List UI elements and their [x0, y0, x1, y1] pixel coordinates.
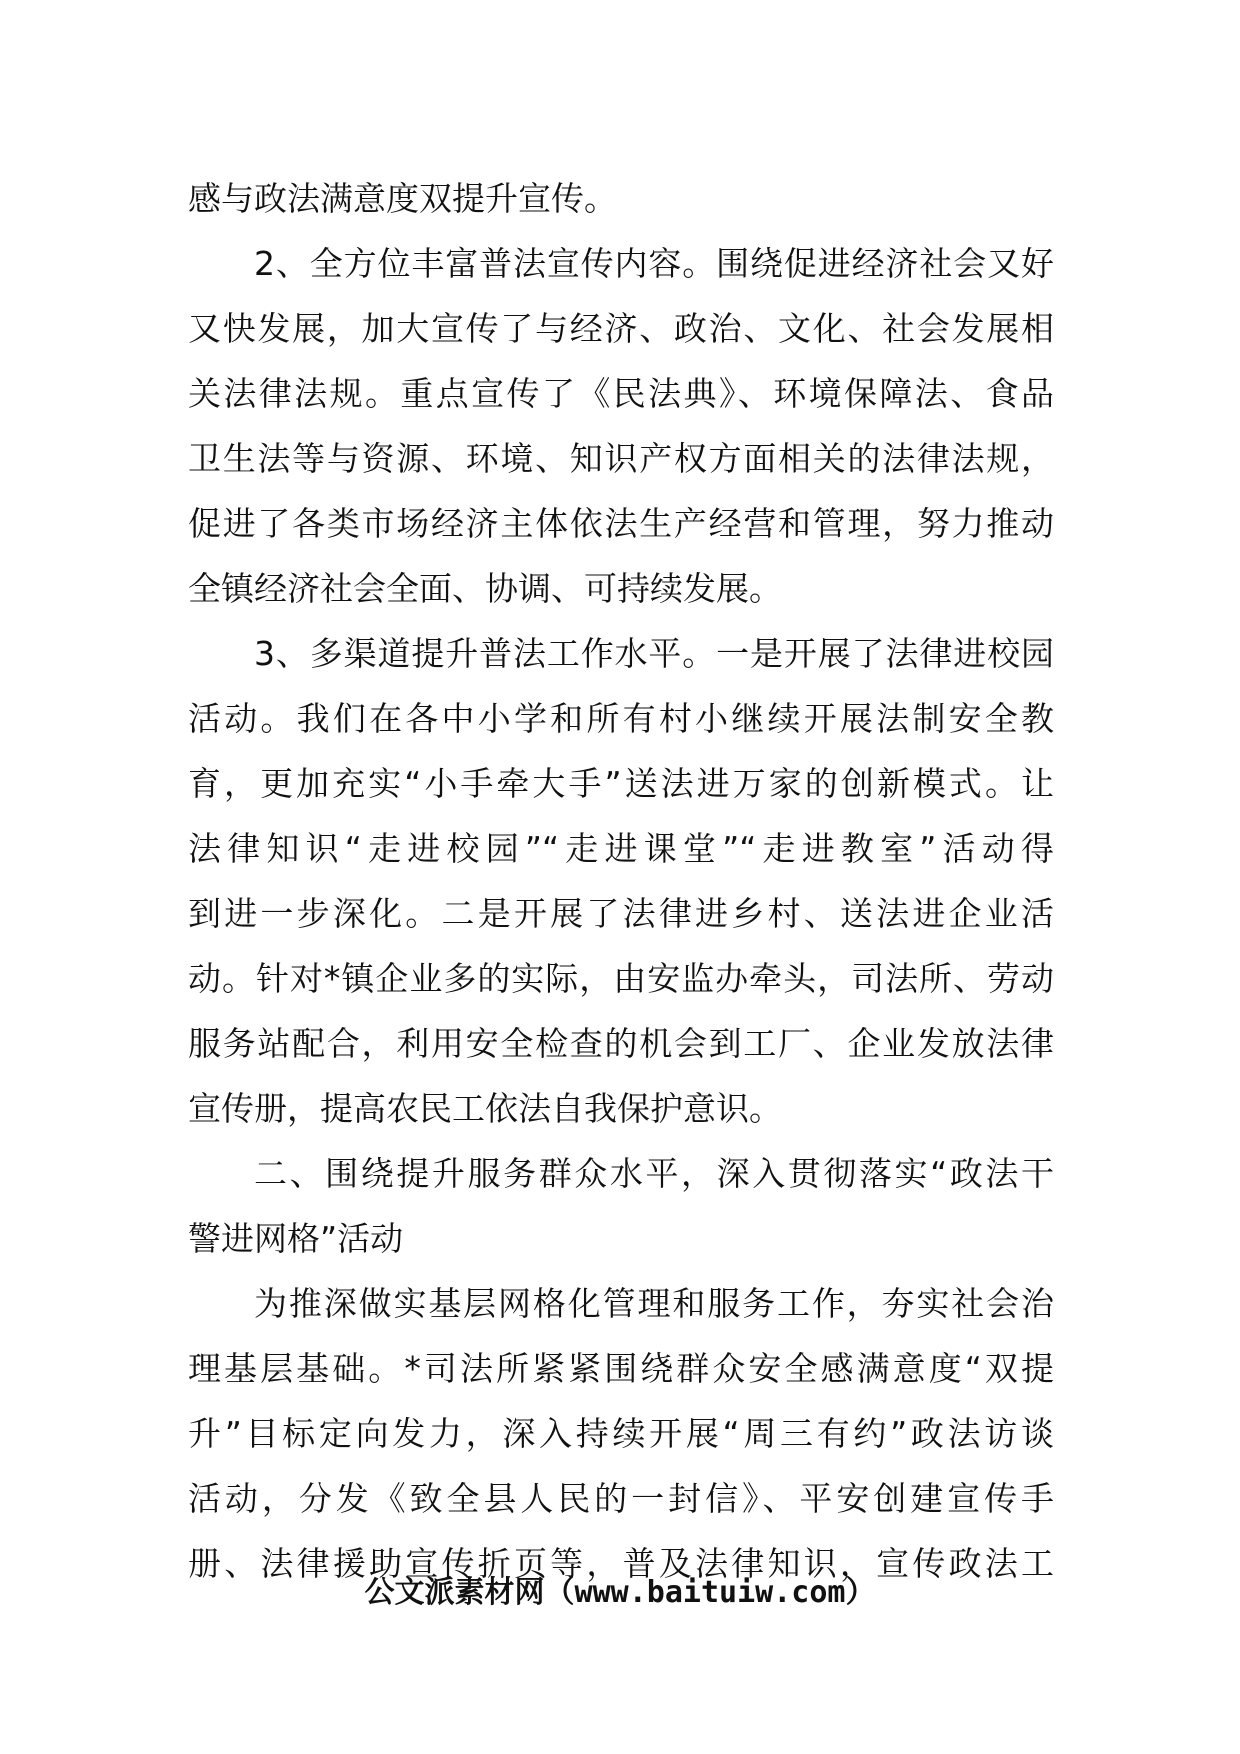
- footer-site-name: 公文派素材网: [364, 1575, 545, 1610]
- text-line: 宣传册，提高农民工依法自我保护意识。: [188, 1089, 782, 1128]
- text-line: 3、多渠道提升普法工作水平。一是开展了法律进校园: [254, 634, 1054, 673]
- text-line: 二、围绕提升服务群众水平，深入贯彻落实“政法干: [254, 1154, 1054, 1193]
- text-line: 活动。我们在各中小学和所有村小继续开展法制安全教: [188, 699, 1054, 738]
- text-line: 育，更加充实“小手牵大手”送法进万家的创新模式。让: [188, 764, 1054, 803]
- text-line: 关法律法规。重点宣传了《民法典》、环境保障法、食品: [188, 374, 1054, 413]
- text-line: 法律知识“走进校园”“走进课堂”“走进教室”活动得: [188, 829, 1054, 868]
- footer-url: （www.baituiw.com）: [544, 1575, 876, 1610]
- text-line: 到进一步深化。二是开展了法律进乡村、送法进企业活: [188, 894, 1054, 933]
- text-line: 升”目标定向发力，深入持续开展“周三有约”政法访谈: [188, 1414, 1054, 1453]
- text-line: 动。针对*镇企业多的实际，由安监办牵头，司法所、劳动: [188, 959, 1054, 998]
- document-body: [188, 166, 1054, 1596]
- text-line: 为推深做实基层网格化管理和服务工作，夯实社会治: [254, 1284, 1054, 1323]
- text-line: 全镇经济社会全面、协调、可持续发展。: [188, 569, 782, 608]
- text-line: 2、全方位丰富普法宣传内容。围绕促进经济社会又好: [254, 244, 1054, 283]
- text-line: 促进了各类市场经济主体依法生产经营和管理，努力推动: [188, 504, 1054, 543]
- page-footer: [0, 1568, 1240, 1618]
- text-line: 感与政法满意度双提升宣传。: [188, 179, 617, 218]
- text-line: 又快发展，加大宣传了与经济、政治、文化、社会发展相: [188, 309, 1054, 348]
- text-line: 卫生法等与资源、环境、知识产权方面相关的法律法规，: [188, 439, 1054, 478]
- text-line: 册、法律援助宣传折页等，普及法律知识，宣传政法工: [188, 1544, 1054, 1583]
- text-line: 理基层基础。*司法所紧紧围绕群众安全感满意度“双提: [188, 1349, 1054, 1388]
- text-line: 活动，分发《致全县人民的一封信》、平安创建宣传手: [188, 1479, 1054, 1518]
- text-line: 服务站配合，利用安全检查的机会到工厂、企业发放法律: [188, 1024, 1054, 1063]
- text-line: 警进网格”活动: [188, 1219, 404, 1258]
